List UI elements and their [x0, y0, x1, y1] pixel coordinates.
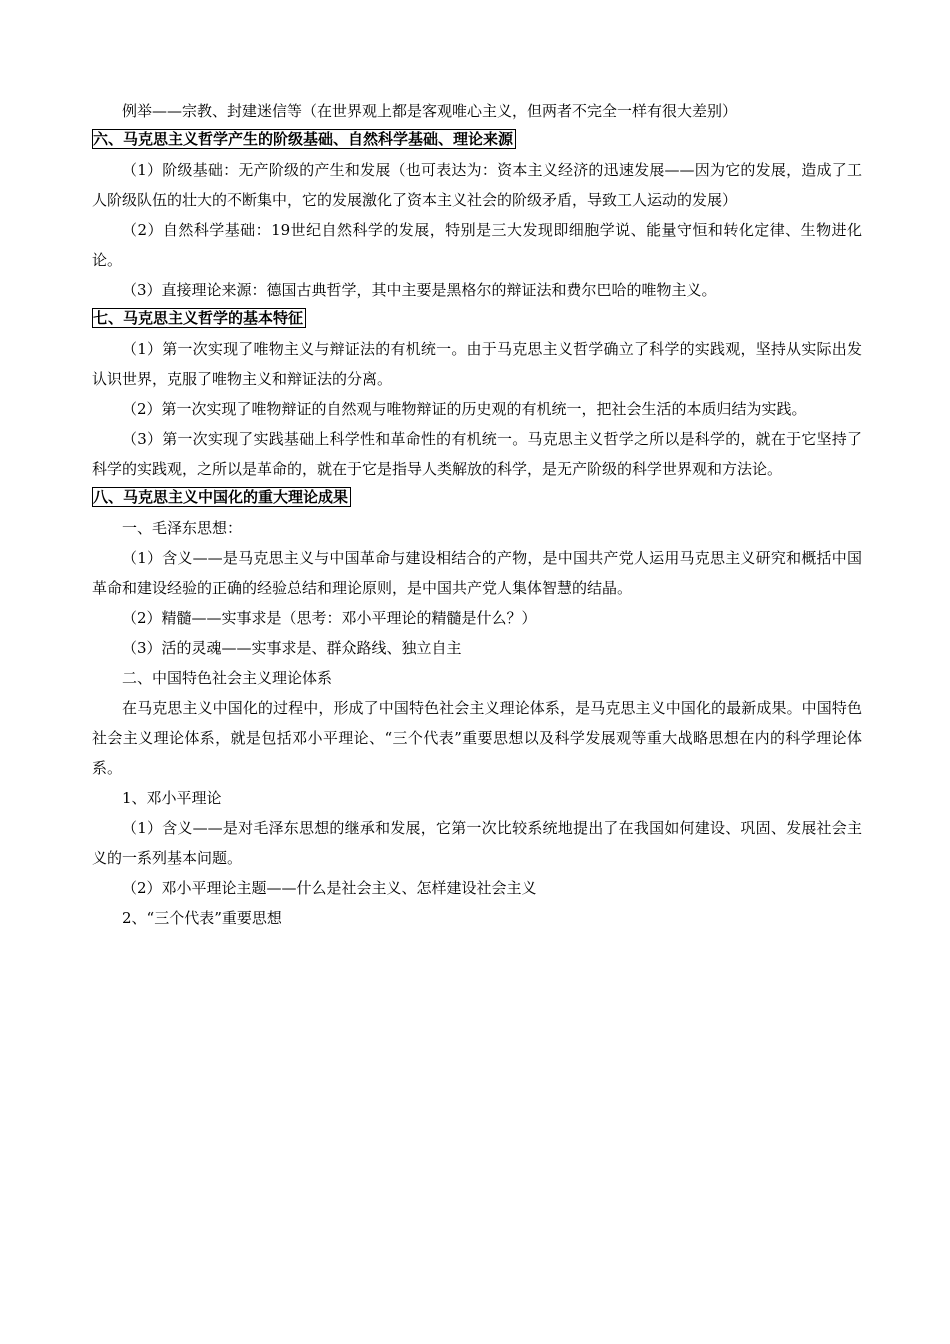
document-page — [92, 96, 862, 933]
paragraph: （2）自然科学基础：19世纪自然科学的发展，特别是三大发现即细胞学说、能量守恒和转化定律、生物进化论。 — [92, 221, 862, 269]
paragraph: （2）第一次实现了唯物辩证的自然观与唯物辩证的历史观的有机统一，把社会生活的本质归结为实践。 — [122, 400, 807, 418]
section-heading-wrap — [92, 126, 862, 155]
section-heading-wrap — [92, 305, 862, 334]
paragraph: （3）活的灵魂——实事求是、群众路线、独立自主 — [122, 639, 462, 657]
section-heading: 六、马克思主义哲学产生的阶级基础、自然科学基础、理论来源 — [92, 129, 516, 149]
paragraph: （1）含义——是对毛泽东思想的继承和发展，它第一次比较系统地提出了在我国如何建设、巩固、发展社会主义的一系列基本问题。 — [92, 819, 862, 867]
paragraph: （3）第一次实现了实践基础上科学性和革命性的有机统一。马克思主义哲学之所以是科学的，就在于它坚持了科学的实践观，之所以是革命的，就在于它是指导人类解放的科学，是无产阶级的科学世界观和方法论。 — [92, 430, 862, 478]
paragraph: （2）邓小平理论主题——什么是社会主义、怎样建设社会主义 — [122, 879, 537, 897]
section-heading: 七、马克思主义哲学的基本特征 — [92, 308, 306, 328]
subheading: 一、毛泽东思想： — [122, 519, 243, 537]
paragraph: （1）含义——是马克思主义与中国革命与建设相结合的产物，是中国共产党人运用马克思主义研究和概括中国革命和建设经验的正确的经验总结和理论原则，是中国共产党人集体智慧的结晶。 — [92, 549, 862, 597]
subheading: 二、中国特色社会主义理论体系 — [122, 669, 333, 687]
paragraph: （2）精髓——实事求是（思考：邓小平理论的精髓是什么？） — [122, 609, 537, 627]
subheading: 2、“三个代表”重要思想 — [122, 909, 282, 927]
paragraph: 例举——宗教、封建迷信等（在世界观上都是客观唯心主义，但两者不完全一样有很大差别） — [122, 102, 738, 120]
paragraph: 在马克思主义中国化的过程中，形成了中国特色社会主义理论体系，是马克思主义中国化的最新成果。中国特色社会主义理论体系，就是包括邓小平理论、“三个代表”重要思想以及科学发展观等重大战略思想在内的科学理论体系。 — [92, 699, 862, 777]
section-heading-wrap — [92, 484, 862, 513]
paragraph: （1）阶级基础：无产阶级的产生和发展（也可表达为：资本主义经济的迅速发展——因为它的发展，造成了工人阶级队伍的壮大的不断集中，它的发展激化了资本主义社会的阶级矛盾，导致工人运动的发展） — [92, 161, 862, 209]
paragraph: （1）第一次实现了唯物主义与辩证法的有机统一。由于马克思主义哲学确立了科学的实践观，坚持从实际出发认识世界，克服了唯物主义和辩证法的分离。 — [92, 340, 862, 388]
section-heading: 八、马克思主义中国化的重大理论成果 — [92, 487, 351, 507]
paragraph: （3）直接理论来源：德国古典哲学，其中主要是黑格尔的辩证法和费尔巴哈的唯物主义。 — [122, 281, 717, 299]
subheading: 1、邓小平理论 — [122, 789, 222, 807]
